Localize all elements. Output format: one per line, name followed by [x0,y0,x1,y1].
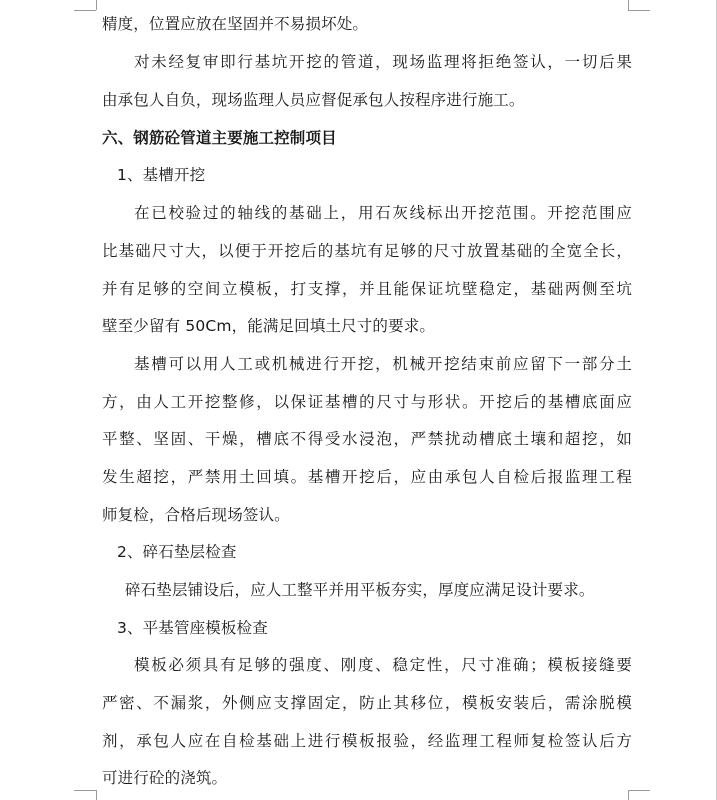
crop-mark [96,0,97,10]
paragraph-line: 可进行砼的浇筑。 [102,769,228,787]
subsection-heading: 2、碎石垫层检查 [117,543,237,561]
section-heading: 六、钢筋砼管道主要施工控制项目 [102,129,337,147]
paragraph-line: 基槽可以用人工或机械进行开挖，机械开挖结束前应留下一部分土 [134,355,632,373]
crop-mark [74,10,96,11]
paragraph-line: 壁至少留有 50Cm，能满足回填土尺寸的要求。 [102,317,436,335]
paragraph-line: 发生超挖，严禁用土回填。基槽开挖后，应由承包人自检后报监理工程 [102,468,632,486]
paragraph-line: 平整、坚固、干燥，槽底不得受水浸泡，严禁扰动槽底土壤和超挖，如 [102,430,632,448]
paragraph-line: 对未经复审即行基坑开挖的管道，现场监理将拒绝签认，一切后果 [134,53,632,71]
crop-mark [628,790,629,800]
crop-mark [96,790,97,800]
paragraph-line: 方，由人工开挖整修，以保证基槽的尺寸与形状。开挖后的基槽底面应 [102,393,632,411]
paragraph-line: 比基础尺寸大，以便于开挖后的基坑有足够的尺寸放置基础的全宽全长， [102,242,632,260]
paragraph-line: 并有足够的空间立模板，打支撑，并且能保证坑壁稳定，基础两侧至坑 [102,280,632,298]
crop-mark [628,0,629,10]
paragraph-line: 由承包人自负，现场监理人员应督促承包人按程序进行施工。 [102,91,525,109]
crop-mark [628,10,650,11]
paragraph-line: 在已校验过的轴线的基础上，用石灰线标出开挖范围。开挖范围应 [134,204,632,222]
paragraph-line: 严密、不漏浆，外侧应支撑固定，防止其移位，模板安装后，需涂脱模 [102,694,632,712]
paragraph-line: 精度，位置应放在坚固并不易损坏处。 [102,15,369,33]
paragraph-line: 师复检，合格后现场签认。 [102,506,290,524]
paragraph-line: 碎石垫层铺设后，应人工整平并用平板夯实，厚度应满足设计要求。 [125,581,595,599]
paragraph-line: 剂，承包人应在自检基础上进行模板报验，经监理工程师复检签认后方 [102,732,632,750]
crop-mark [74,790,96,791]
subsection-heading: 1、基槽开挖 [117,166,206,184]
crop-mark [628,790,650,791]
paragraph-line: 模板必须具有足够的强度、刚度、稳定性，尺寸准确；模板接缝要 [134,656,632,674]
subsection-heading: 3、平基管座模板检查 [117,619,268,637]
